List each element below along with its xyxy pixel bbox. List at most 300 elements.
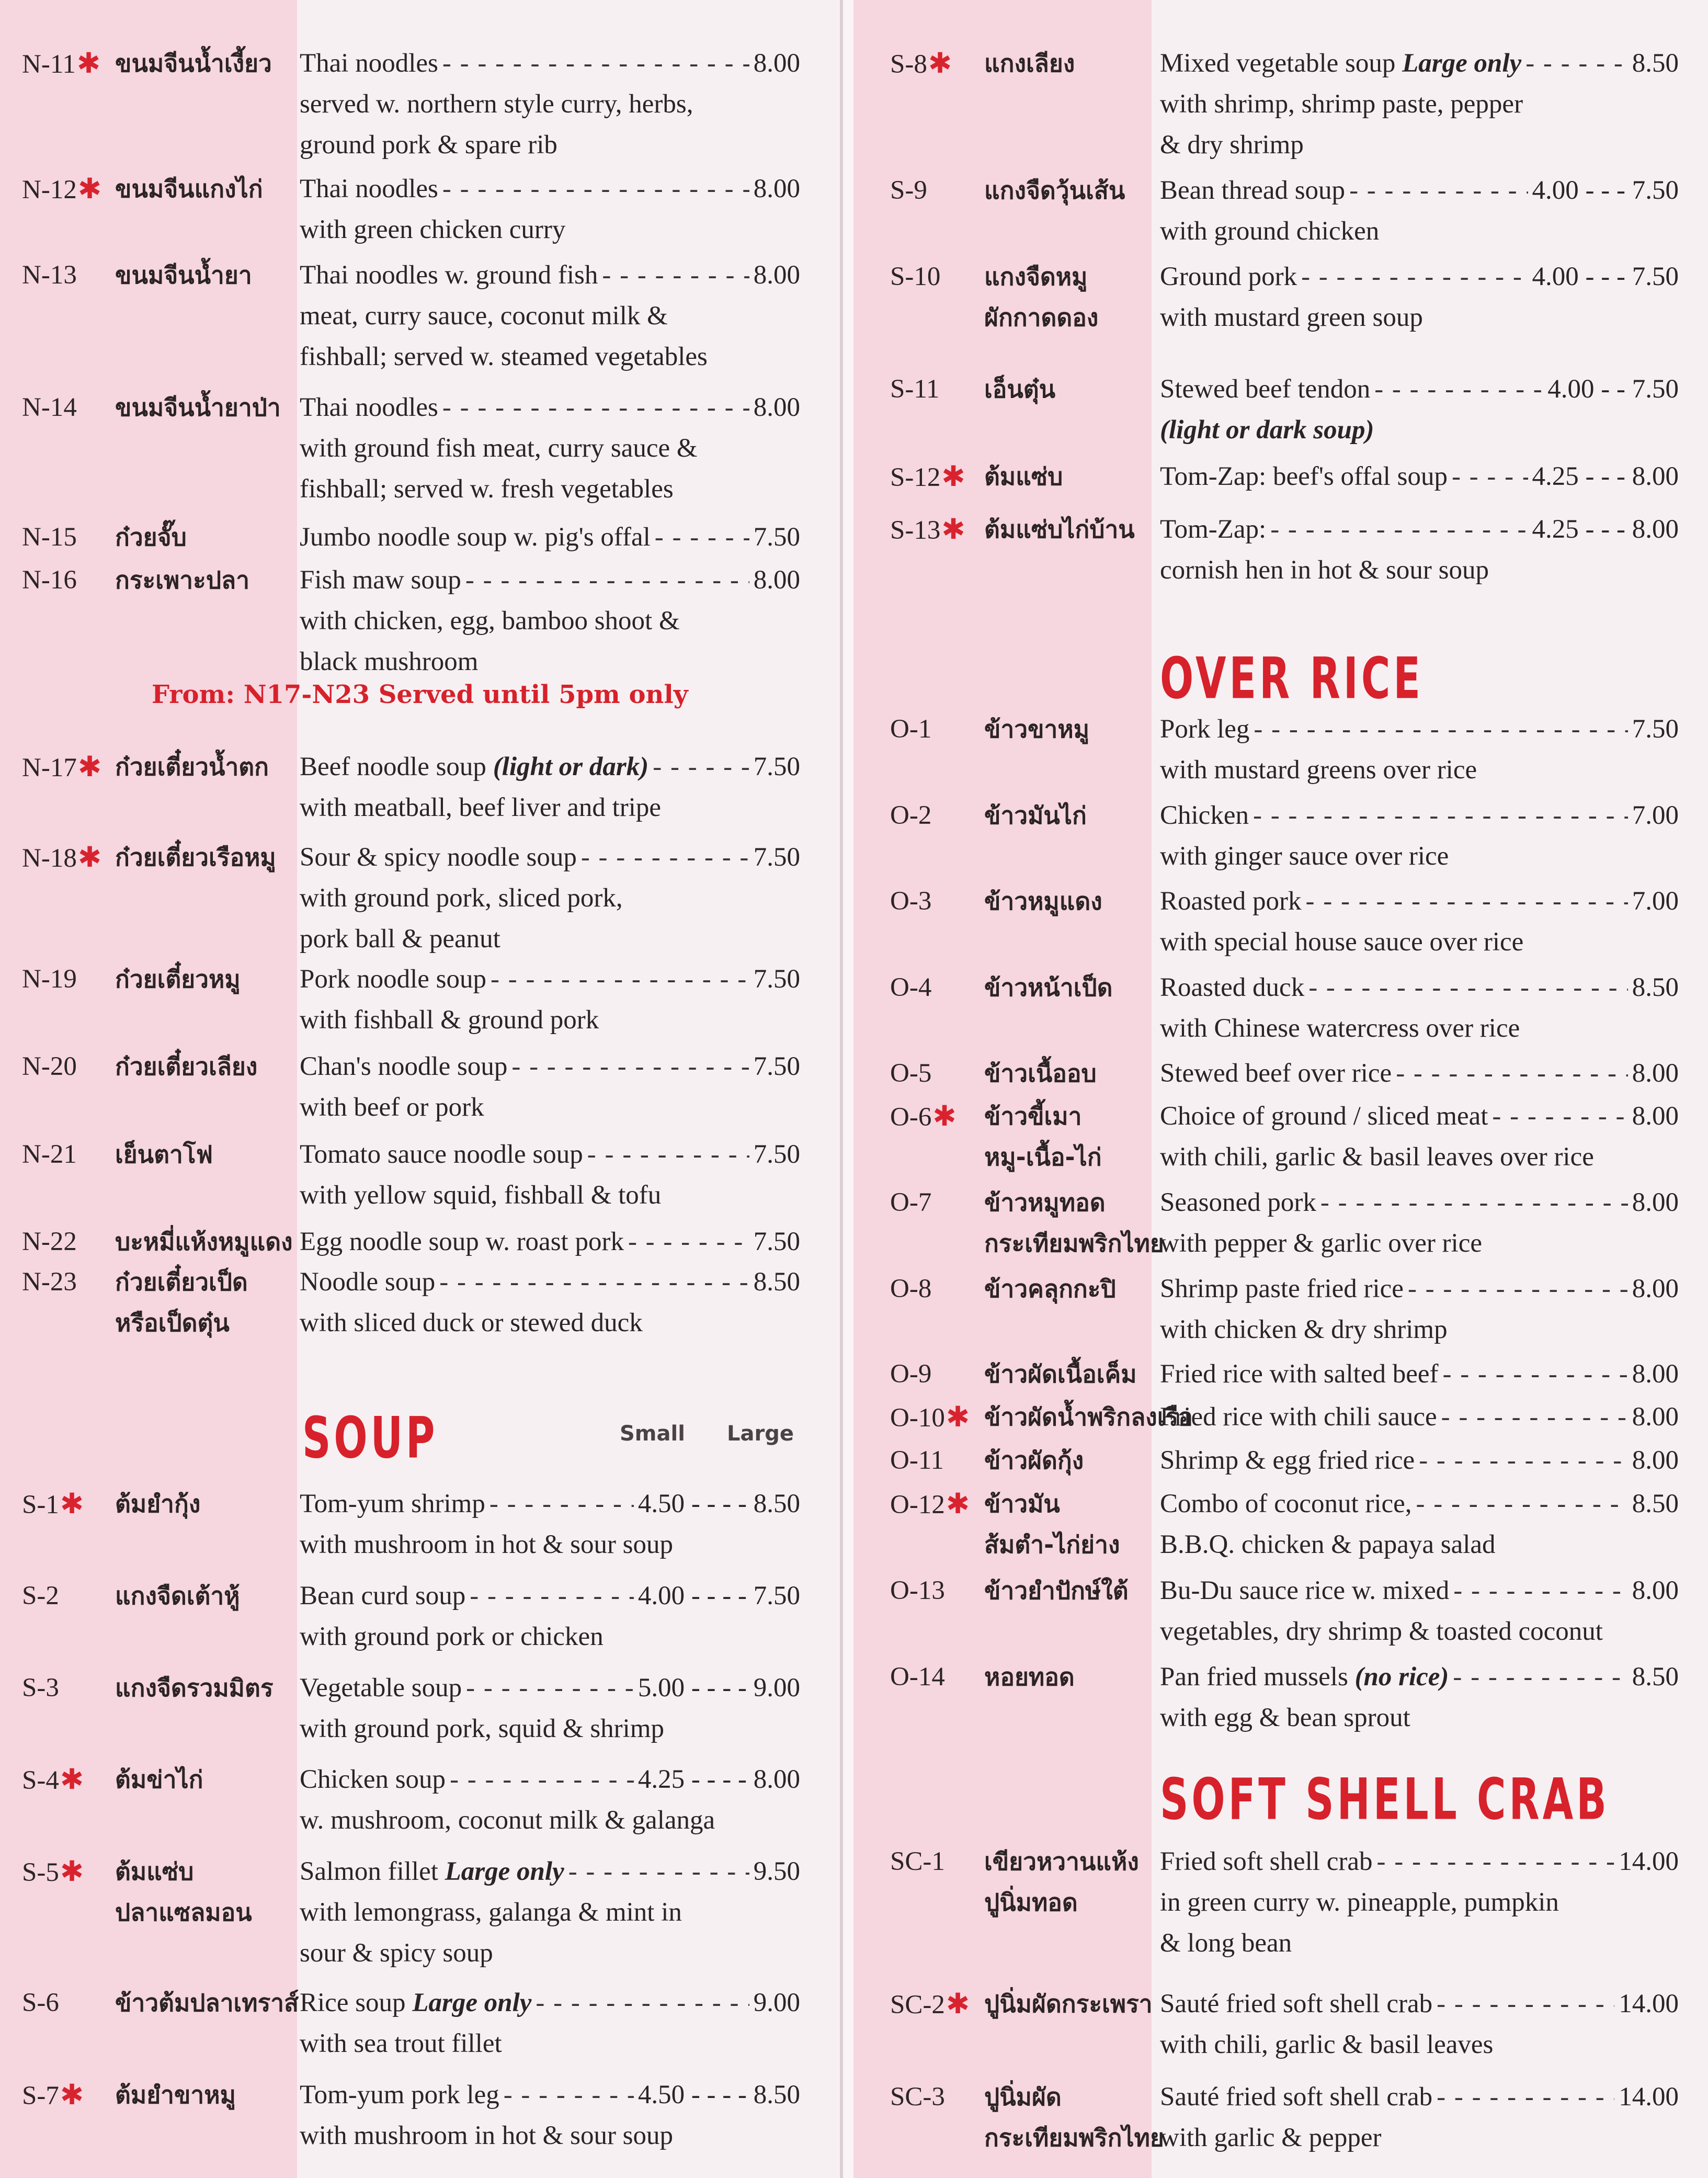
item-name [1160, 1440, 1415, 1481]
item-english [300, 1759, 800, 1841]
item-code-text: N-11 [22, 50, 76, 79]
item-thai-name: ต้มยำกุ้ง [115, 1490, 201, 1518]
item-name [1160, 795, 1249, 836]
item-code [890, 1096, 957, 1138]
item-code-text: O-1 [890, 714, 932, 744]
item-code [890, 1182, 931, 1223]
item-name [1160, 1354, 1438, 1394]
item-price: 8.50 [1632, 1662, 1679, 1692]
leader-dots [1452, 456, 1528, 497]
item-description: with sea trout fillet [300, 2029, 502, 2058]
item-price: 7.50 [753, 523, 800, 552]
item-english [1160, 967, 1679, 1049]
item-english [1160, 1657, 1679, 1738]
item-code-text: S-4 [22, 1766, 59, 1795]
red-asterisk-icon: ✱ [941, 460, 965, 493]
item-price: 4.50 - - - - 8.50 [637, 2080, 800, 2109]
leader-dots [1374, 369, 1543, 410]
item-code-text: O-11 [890, 1446, 944, 1475]
leader-dots [655, 517, 749, 558]
item-english [1160, 509, 1679, 591]
item-code-text: SC-3 [890, 2082, 945, 2112]
item-code-text: S-10 [890, 262, 941, 291]
item-description: with ground pork, squid & shrimp [300, 1714, 664, 1743]
item-name-text: Salmon fillet [300, 1857, 438, 1886]
item-thai-name: ปูนิ่มผัดกระเพรา [984, 1990, 1153, 2018]
item-description: with mustard green soup [1160, 303, 1423, 332]
leader-dots [1492, 1096, 1627, 1137]
item-name-text: Combo of coconut rice, [1160, 1489, 1412, 1518]
item-name [1160, 1483, 1412, 1524]
item-code [890, 1570, 945, 1611]
item-english [1160, 456, 1679, 497]
item-english [300, 1575, 800, 1657]
item-code-text: S-9 [890, 176, 927, 205]
item-code [890, 795, 931, 836]
item-english [300, 255, 800, 377]
item-code [22, 1759, 84, 1801]
item-description: with mushroom in hot & sour soup [300, 1530, 674, 1559]
item-code [890, 369, 939, 410]
item-code-text: S-7 [22, 2081, 59, 2111]
item-code-text: N-19 [22, 965, 77, 994]
item-thai-name: แกงจืดเต้าหู้ [115, 1582, 240, 1610]
item-code-text: N-21 [22, 1140, 77, 1169]
item-code-text: N-22 [22, 1227, 77, 1256]
item-name-text: Noodle soup [300, 1267, 436, 1297]
leader-dots [465, 560, 749, 600]
item-english [300, 1046, 800, 1128]
item-thai-name: ข้าวหมูทอด กระเทียมพริกไทย [984, 1188, 1164, 1257]
item-description: with fishball & ground pork [300, 1005, 599, 1035]
item-description: with garlic & pepper [1160, 2123, 1382, 2152]
item-description: with meatball, beef liver and tripe [300, 793, 662, 822]
item-description: vegetables, dry shrimp & toasted coconut [1160, 1617, 1603, 1646]
item-code [890, 709, 931, 750]
item-description: with ground pork or chicken [300, 1622, 604, 1651]
item-name-text: Sour & spicy noodle soup [300, 843, 577, 872]
item-name-text: Thai noodles [300, 49, 438, 78]
item-thai-name: ข้าวมัน ส้มตำ-ไก่ย่าง [984, 1490, 1120, 1559]
item-code [890, 509, 965, 551]
item-description: with ground chicken [1160, 217, 1380, 246]
item-code-text: O-14 [890, 1662, 945, 1692]
item-english [300, 746, 800, 828]
item-english [300, 1667, 800, 1749]
item-thai-name: เย็นตาโฟ [115, 1140, 213, 1169]
item-name-text: Vegetable soup [300, 1673, 462, 1703]
item-code-text: N-17 [22, 753, 77, 782]
item-english [300, 837, 800, 959]
item-thai-name: ก๋วยเตี๋ยวหมู [115, 965, 241, 993]
red-asterisk-icon: ✱ [946, 1400, 970, 1433]
item-description: with yellow squid, fishball & tofu [300, 1181, 662, 1210]
leader-dots [1376, 1841, 1614, 1882]
item-name [1160, 1053, 1392, 1094]
item-name [300, 1262, 435, 1302]
item-name-text: Roasted duck [1160, 973, 1305, 1002]
item-code [22, 1483, 84, 1525]
leader-dots [450, 1759, 634, 1800]
item-name [1160, 1397, 1437, 1437]
item-name [300, 387, 438, 428]
item-name [300, 837, 577, 878]
item-size-note: Large only [445, 1857, 564, 1886]
item-thai-name: ข้าวคลุกกะปิ [984, 1275, 1116, 1303]
item-size-note: Large only [412, 1988, 532, 2017]
item-code-text: S-2 [22, 1581, 59, 1610]
item-name [1160, 1182, 1316, 1223]
item-price: 8.50 [753, 1267, 800, 1297]
item-code-text: N-13 [22, 260, 77, 290]
item-code-text: S-3 [22, 1673, 59, 1703]
leader-dots [581, 837, 749, 878]
item-price: 7.50 [753, 965, 800, 994]
leader-dots [568, 1851, 749, 1892]
item-name-text: Pork noodle soup [300, 965, 486, 994]
item-english [300, 560, 800, 682]
item-name [300, 1759, 446, 1800]
leader-dots [504, 2074, 634, 2115]
item-english [1160, 709, 1679, 790]
item-name [1160, 1657, 1449, 1697]
item-price: 9.50 [753, 1857, 800, 1886]
item-name [1160, 509, 1266, 550]
leader-dots [1525, 43, 1628, 84]
item-code [890, 43, 952, 85]
item-english [300, 1221, 800, 1262]
red-asterisk-icon: ✱ [77, 750, 102, 783]
item-code [22, 560, 77, 600]
item-thai-name: หอยทอด [984, 1663, 1075, 1691]
item-english [300, 1982, 800, 2064]
leader-dots [470, 1575, 634, 1616]
item-name-text: Tom-Zap: beef's offal soup [1160, 462, 1448, 491]
leader-dots [602, 255, 749, 296]
item-code [22, 959, 77, 1000]
item-thai-name: ก๋วยเตี๋ยวน้ำตก [115, 753, 269, 781]
item-code-text: S-8 [890, 50, 927, 79]
item-code-text: N-20 [22, 1052, 77, 1081]
item-english [1160, 1182, 1679, 1264]
item-description: with egg & bean sprout [1160, 1703, 1410, 1732]
item-price: 7.50 [753, 1140, 800, 1169]
item-price: 8.50 [1632, 973, 1679, 1002]
item-name-text: Fried rice with salted beef [1160, 1359, 1439, 1389]
item-english [300, 959, 800, 1040]
item-thai-name: แกงจืดรวมมิตร [115, 1674, 274, 1702]
item-code [890, 1053, 931, 1094]
item-name [1160, 1096, 1488, 1137]
item-thai-name: ข้าวขาหมู [984, 715, 1090, 743]
item-thai-name: ปูนิ่มผัด กระเทียมพริกไทย [984, 2083, 1164, 2152]
item-name-text: Bean thread soup [1160, 176, 1346, 205]
item-thai-name: ขนมจีนแกงไก่ [115, 175, 263, 203]
item-name-text: Tomato sauce noodle soup [300, 1140, 583, 1169]
item-name [300, 560, 461, 600]
item-thai-name: แกงจืดหมู ผักกาดดอง [984, 263, 1099, 332]
item-price: 8.00 [1632, 1359, 1679, 1389]
item-code-text: O-13 [890, 1576, 945, 1605]
item-thai-name: ขนมจีนน้ำยา [115, 261, 252, 289]
item-code [890, 1983, 970, 2025]
item-name-text: Chicken soup [300, 1765, 446, 1794]
item-name [300, 255, 598, 296]
item-price: 8.00 [1632, 1102, 1679, 1131]
item-thai-name: ก๋วยจั๊บ [115, 523, 187, 551]
item-code [890, 1354, 931, 1394]
item-price: 4.00 - - 7.50 [1547, 375, 1679, 404]
item-name-note: (no rice) [1354, 1662, 1449, 1692]
leader-dots [1254, 709, 1627, 750]
item-description: with beef or pork [300, 1093, 484, 1122]
item-name [300, 746, 648, 787]
item-description: with lemongrass, galanga & mint in sour & spicy soup [300, 1898, 682, 1968]
item-name [1160, 1570, 1449, 1611]
item-name-text: Thai noodles [300, 393, 438, 422]
item-name [300, 517, 651, 558]
item-price: 7.00 [1632, 801, 1679, 830]
item-description: with chili, garlic & basil leaves [1160, 2030, 1494, 2059]
item-name-text: Roasted pork [1160, 887, 1302, 916]
item-code-text: S-1 [22, 1490, 59, 1519]
item-english [1160, 1570, 1679, 1652]
item-name-text: Pork leg [1160, 714, 1250, 744]
item-english [1160, 1354, 1679, 1394]
item-thai-name: แกงจืดวุ้นเส้น [984, 176, 1125, 205]
item-thai-name: ก๋วยเตี๋ยวเลียง [115, 1052, 258, 1081]
item-name [300, 1046, 507, 1087]
item-code-text: O-3 [890, 887, 932, 916]
item-name-text: Shrimp paste fried rice [1160, 1274, 1404, 1303]
item-code [22, 1262, 77, 1302]
item-price: 14.00 [1619, 1989, 1679, 2018]
leader-dots [1308, 967, 1628, 1008]
item-description: with ginger sauce over rice [1160, 842, 1449, 871]
leader-dots [466, 1667, 634, 1708]
red-asterisk-icon: ✱ [932, 1099, 957, 1132]
item-name-text: Fried soft shell crab [1160, 1847, 1373, 1876]
item-code [890, 1657, 945, 1697]
item-name-text: Ground pork [1160, 262, 1297, 291]
item-english [300, 2074, 800, 2156]
leader-dots [1453, 1657, 1627, 1697]
item-english [1160, 43, 1679, 165]
item-code [22, 387, 77, 428]
item-name [300, 1982, 531, 2023]
item-name-text: Tom-yum pork leg [300, 2080, 499, 2109]
item-thai-name: เขียวหวานแห้ง ปูนิ่มทอด [984, 1847, 1139, 1916]
item-thai-name: ต้มแซ่บ ปลาแซลมอน [115, 1857, 252, 1926]
item-thai-name: ต้มแซ่บไก่บ้าน [984, 515, 1135, 543]
item-english [1160, 881, 1679, 962]
item-code-text: N-16 [22, 565, 77, 595]
item-name-text: Jumbo noodle soup w. pig's offal [300, 523, 651, 552]
red-asterisk-icon: ✱ [77, 841, 102, 874]
item-price: 4.25 - - - 8.00 [1532, 515, 1679, 544]
item-price: 7.00 [1632, 887, 1679, 916]
item-code-text: SC-2 [890, 1990, 945, 2020]
leader-dots [511, 1046, 749, 1087]
item-name-text: Beef noodle soup [300, 752, 486, 781]
item-thai-name: เอ็นตุ๋น [984, 375, 1056, 403]
item-size-note: Large only [1402, 49, 1522, 78]
item-price: 8.00 [753, 174, 800, 203]
item-name [1160, 1841, 1372, 1882]
item-price: 14.00 [1619, 2082, 1679, 2112]
item-price: 8.00 [1632, 1446, 1679, 1475]
item-name-text: Tom-Zap: [1160, 515, 1267, 544]
red-asterisk-icon: ✱ [60, 1487, 84, 1520]
item-code [22, 1134, 77, 1175]
red-asterisk-icon: ✱ [60, 1855, 84, 1888]
item-code [890, 1397, 970, 1438]
item-description: B.B.Q. chicken & papaya salad [1160, 1530, 1496, 1559]
item-english [1160, 1053, 1679, 1094]
item-description: with ground pork, sliced pork, pork ball & peanut [300, 883, 623, 954]
item-code-text: S-12 [890, 463, 941, 492]
item-english [1160, 256, 1679, 338]
item-name-text: Thai noodles w. ground fish [300, 260, 598, 290]
leader-dots [1408, 1268, 1628, 1309]
item-code [22, 1982, 59, 2023]
item-thai-name: ข้าวขี้เมา หมู-เนื้อ-ไก่ [984, 1102, 1102, 1171]
item-name [1160, 881, 1302, 922]
item-description: with green chicken curry [300, 215, 566, 244]
item-thai-name: ต้มยำขาหมู [115, 2081, 236, 2109]
item-thai-name: บะหมี่แห้งหมูแดง [115, 1228, 293, 1256]
item-description: in green curry w. pineapple, pumpkin & long bean [1160, 1888, 1559, 1958]
item-price: 8.50 [1632, 1489, 1679, 1518]
item-code-text: SC-1 [890, 1847, 945, 1876]
item-thai-name: ข้าวมันไก่ [984, 801, 1087, 830]
item-thai-name: ก๋วยเตี๋ยวเป็ด หรือเป็ดตุ๋น [115, 1268, 248, 1337]
item-name-text: Seasoned pork [1160, 1188, 1316, 1217]
item-price: 8.00 [1632, 1402, 1679, 1432]
item-code-text: O-10 [890, 1403, 945, 1433]
item-code [22, 746, 101, 788]
item-code [22, 1046, 77, 1087]
item-description: with sliced duck or stewed duck [300, 1308, 643, 1337]
leader-dots [1396, 1053, 1628, 1094]
item-english [300, 387, 800, 509]
item-price: 4.00 - - - 7.50 [1532, 262, 1679, 291]
item-description: with ground fish meat, curry sauce & fishball; served w. fresh vegetables [300, 434, 698, 504]
item-code-text: N-23 [22, 1267, 77, 1297]
leader-dots [536, 1982, 749, 2023]
item-code [22, 255, 77, 296]
item-code-text: S-5 [22, 1858, 59, 1887]
item-name-text: Sauté fried soft shell crab [1160, 2082, 1433, 2112]
item-description: with mustard greens over rice [1160, 755, 1477, 785]
item-price: 4.25 - - - 8.00 [1532, 462, 1679, 491]
item-name [1160, 369, 1370, 410]
item-code-text: O-7 [890, 1188, 932, 1217]
red-asterisk-icon: ✱ [941, 513, 965, 546]
item-name-text: Mixed vegetable soup [1160, 49, 1396, 78]
item-code-text: O-6 [890, 1103, 932, 1132]
item-name-text: Bean curd soup [300, 1581, 466, 1610]
item-english [1160, 1440, 1679, 1481]
item-english [300, 517, 800, 558]
item-description: with chicken, egg, bamboo shoot & black mushroom [300, 606, 680, 676]
page-fold [840, 0, 843, 2178]
item-thai-name: ข้าวหมูแดง [984, 887, 1102, 915]
item-description-note: (light or dark soup) [1160, 415, 1374, 445]
item-thai-name: ข้าวต้มปลาเทราส์ [115, 1989, 299, 2017]
item-description: w. mushroom, coconut milk & galanga [300, 1806, 715, 1835]
item-code [890, 1483, 970, 1525]
item-name [300, 1483, 485, 1524]
item-thai-name: ข้าวผัดเนื้อเค็ม [984, 1360, 1137, 1388]
item-code [890, 456, 965, 498]
red-asterisk-icon: ✱ [77, 172, 102, 205]
item-description: with pepper & garlic over rice [1160, 1229, 1482, 1258]
item-code-text: O-4 [890, 973, 932, 1002]
leader-dots [1437, 1983, 1614, 2024]
item-name [300, 1851, 564, 1892]
item-thai-name: ข้าวยำปักษ์ใต้ [984, 1576, 1129, 1605]
item-english [1160, 1397, 1679, 1437]
item-english [1160, 170, 1679, 252]
item-code [890, 881, 931, 922]
item-code [890, 170, 927, 211]
item-english [1160, 1983, 1679, 2065]
item-name-text: Egg noodle soup w. roast pork [300, 1227, 624, 1256]
item-name [1160, 2077, 1432, 2117]
item-code [22, 1575, 59, 1616]
item-code [890, 1268, 931, 1309]
leader-dots [1253, 795, 1628, 836]
item-name-text: Sauté fried soft shell crab [1160, 1989, 1433, 2018]
item-name-text: Fried rice with chili sauce [1160, 1402, 1437, 1432]
item-price: 7.50 [753, 1052, 800, 1081]
item-english [300, 1483, 800, 1565]
item-price: 8.00 [1632, 1059, 1679, 1088]
item-thai-name: ข้าวหน้าเป็ด [984, 973, 1113, 1002]
item-code-text: S-6 [22, 1988, 59, 2017]
leader-dots [442, 43, 749, 84]
soft-shell-crab-heading: SOFT SHELL CRAB [1160, 1766, 1610, 1833]
item-code-text: O-9 [890, 1359, 932, 1389]
item-price: 4.25 - - - - 8.00 [637, 1765, 800, 1794]
item-english [1160, 1841, 1679, 1964]
item-code [22, 43, 100, 85]
item-english [300, 1262, 800, 1343]
item-name-text: Fish maw soup [300, 565, 461, 595]
leader-dots [1416, 1483, 1628, 1524]
item-name [1160, 709, 1249, 750]
item-code [22, 837, 101, 879]
leader-dots [1349, 170, 1528, 211]
item-price: 8.00 [1632, 1274, 1679, 1303]
item-thai-name: แกงเลียง [984, 49, 1075, 77]
leader-dots [1453, 1570, 1627, 1611]
item-code [890, 1440, 944, 1481]
item-name-text: Stewed beef over rice [1160, 1059, 1392, 1088]
item-price: 8.00 [753, 393, 800, 422]
item-price: 4.50 - - - - 8.50 [637, 1489, 800, 1518]
item-code [890, 2077, 945, 2117]
leader-dots [1419, 1440, 1628, 1481]
item-thai-name: กระเพาะปลา [115, 566, 250, 594]
item-code [22, 1851, 84, 1893]
red-asterisk-icon: ✱ [946, 1987, 970, 2020]
item-name [1160, 1268, 1404, 1309]
item-code-text: O-2 [890, 801, 932, 830]
item-price: 14.00 [1619, 1847, 1679, 1876]
item-name [300, 1667, 462, 1708]
